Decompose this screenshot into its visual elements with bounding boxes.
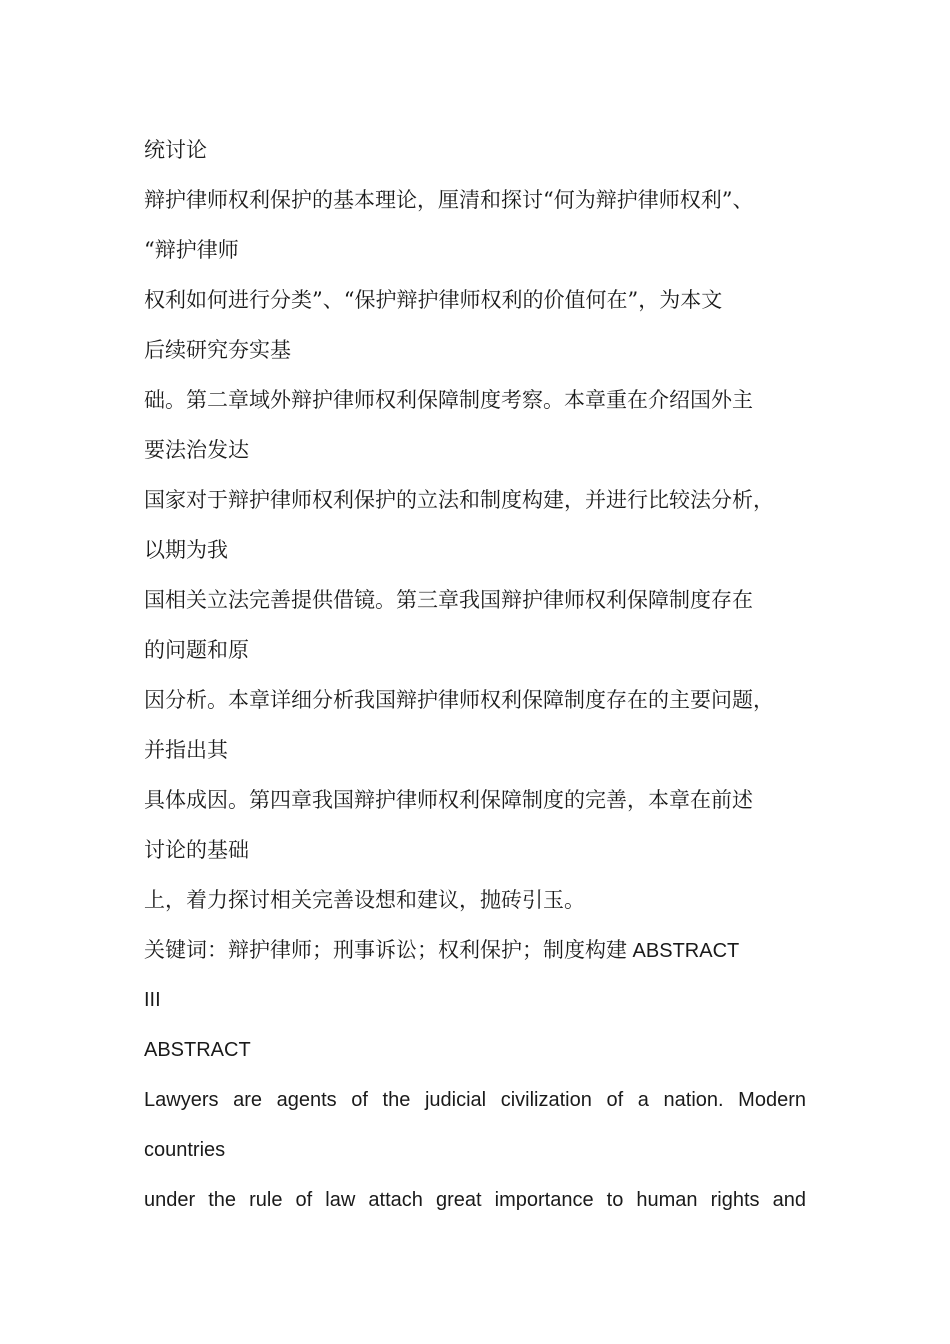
text-line: 因分析。本章详细分析我国辩护律师权利保障制度存在的主要问题，: [144, 688, 774, 712]
text-line: 础。第二章域外辩护律师权利保障制度考察。本章重在介绍国外主: [144, 388, 753, 412]
keywords-text: 关键词：辩护律师；刑事诉讼；权利保护；制度构建: [144, 938, 627, 962]
text-line: 并指出其: [144, 738, 228, 762]
text-line: 权利如何进行分类”、“保护辩护律师权利的价值何在”，为本文: [144, 288, 723, 312]
abstract-text-line: countries: [144, 1139, 226, 1161]
keywords-abstract-label: ABSTRACT: [627, 940, 740, 962]
text-line: 要法治发达: [144, 438, 249, 462]
text-line: “辩护律师: [144, 238, 239, 262]
text-line: 具体成因。第四章我国辩护律师权利保障制度的完善，本章在前述: [144, 788, 753, 812]
text-line: 国相关立法完善提供借镜。第三章我国辩护律师权利保障制度存在: [144, 588, 753, 612]
abstract-text-line: Lawyers are agents of the judicial civilization of a nation. Modern: [144, 1089, 806, 1111]
text-line: 辩护律师权利保护的基本理论，厘清和探讨“何为辩护律师权利”、: [144, 188, 754, 212]
text-line: 的问题和原: [144, 638, 249, 662]
abstract-text-line: under the rule of law attach great importance to human rights and: [144, 1189, 806, 1211]
text-line: 讨论的基础: [144, 838, 249, 862]
abstract-heading: ABSTRACT: [144, 1039, 251, 1061]
keywords-line: [144, 935, 739, 985]
text-line: 以期为我: [144, 538, 228, 562]
text-line: 国家对于辩护律师权利保护的立法和制度构建，并进行比较法分析，: [144, 488, 774, 512]
text-line: 统讨论: [144, 138, 207, 162]
page-number: III: [144, 989, 161, 1011]
text-line: 上，着力探讨相关完善设想和建议，抛砖引玉。: [144, 888, 585, 912]
text-line: 后续研究夯实基: [144, 338, 291, 362]
